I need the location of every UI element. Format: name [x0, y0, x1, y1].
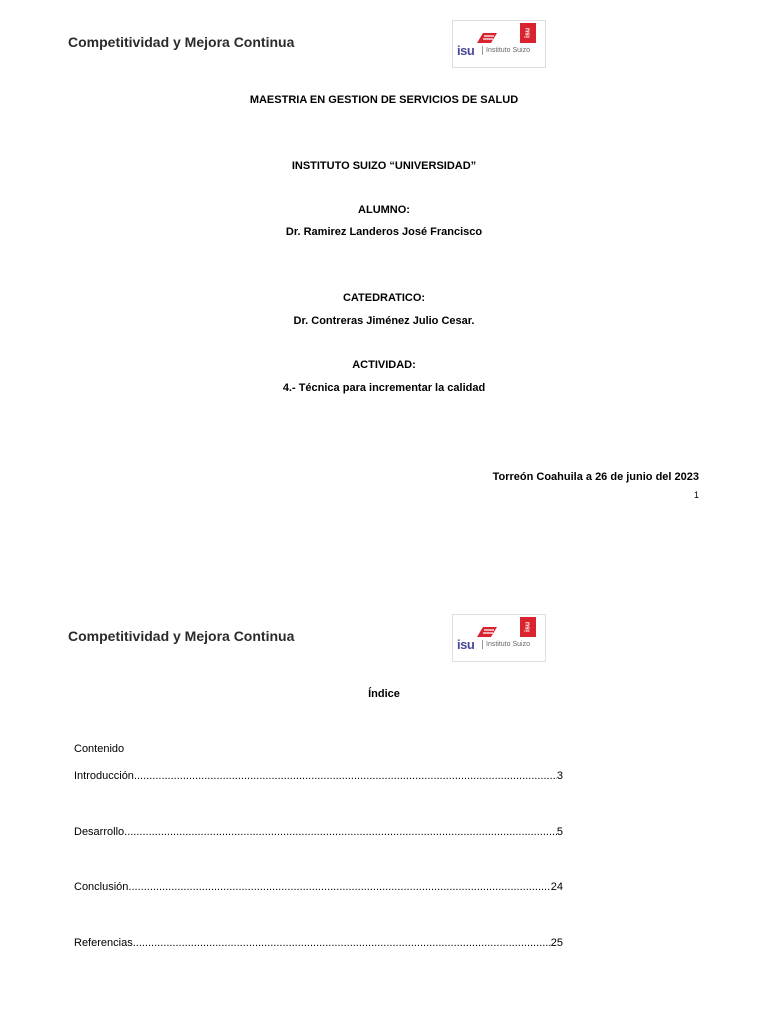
toc-entry-page: 25 — [550, 937, 563, 949]
header-title: Competitividad y Mejora Continua — [68, 34, 295, 50]
header-title: Competitividad y Mejora Continua — [68, 628, 295, 644]
logo-abbr: isu — [457, 43, 475, 58]
toc-entry-page: 24 — [550, 881, 563, 893]
toc-leader — [133, 937, 551, 949]
toc-leader — [134, 770, 557, 782]
activity-label: ACTIVIDAD: — [352, 359, 416, 371]
toc-entry-label: Referencias — [74, 937, 133, 949]
toc-entry[interactable] — [74, 826, 563, 840]
place-date: Torreón Coahuila a 26 de junio del 2023 — [492, 471, 699, 483]
logo-institution: Instituto Suizo — [482, 640, 530, 649]
toc-leader — [128, 881, 550, 893]
institution-logo — [452, 614, 546, 662]
toc-entry[interactable] — [74, 937, 563, 951]
toc-entry[interactable] — [74, 770, 563, 784]
logo-institution: Instituto Suizo — [482, 46, 530, 55]
teacher-name: Dr. Contreras Jiménez Julio Cesar. — [293, 315, 475, 327]
student-label: ALUMNO: — [358, 204, 410, 216]
toc-entry-label: Conclusión — [74, 881, 129, 893]
institute-name: INSTITUTO SUIZO “UNIVERSIDAD” — [291, 160, 477, 172]
teacher-label: CATEDRATICO: — [342, 292, 426, 304]
logo-badge: isu — [520, 23, 536, 43]
toc-entry-label: Introducción — [74, 770, 134, 782]
toc-entry-label: Desarrollo — [74, 826, 125, 838]
student-name: Dr. Ramirez Landeros José Francisco — [285, 226, 483, 238]
toc-entry-page: 3 — [556, 770, 563, 782]
index-title: Índice — [368, 688, 400, 700]
page-number: 1 — [693, 490, 699, 500]
index-page — [0, 590, 768, 1024]
flag-icon — [475, 625, 499, 639]
logo-abbr: isu — [457, 637, 475, 652]
toc-entry[interactable] — [74, 881, 563, 895]
program-title: MAESTRIA EN GESTION DE SERVICIOS DE SALUD — [249, 94, 519, 106]
flag-icon — [475, 31, 499, 45]
toc-entry-page: 5 — [556, 826, 563, 838]
activity-name: 4.- Técnica para incrementar la calidad — [282, 382, 486, 394]
logo-badge: isu — [520, 617, 536, 637]
toc-leader — [124, 826, 557, 838]
institution-logo — [452, 20, 546, 68]
contents-label: Contenido — [74, 743, 125, 755]
